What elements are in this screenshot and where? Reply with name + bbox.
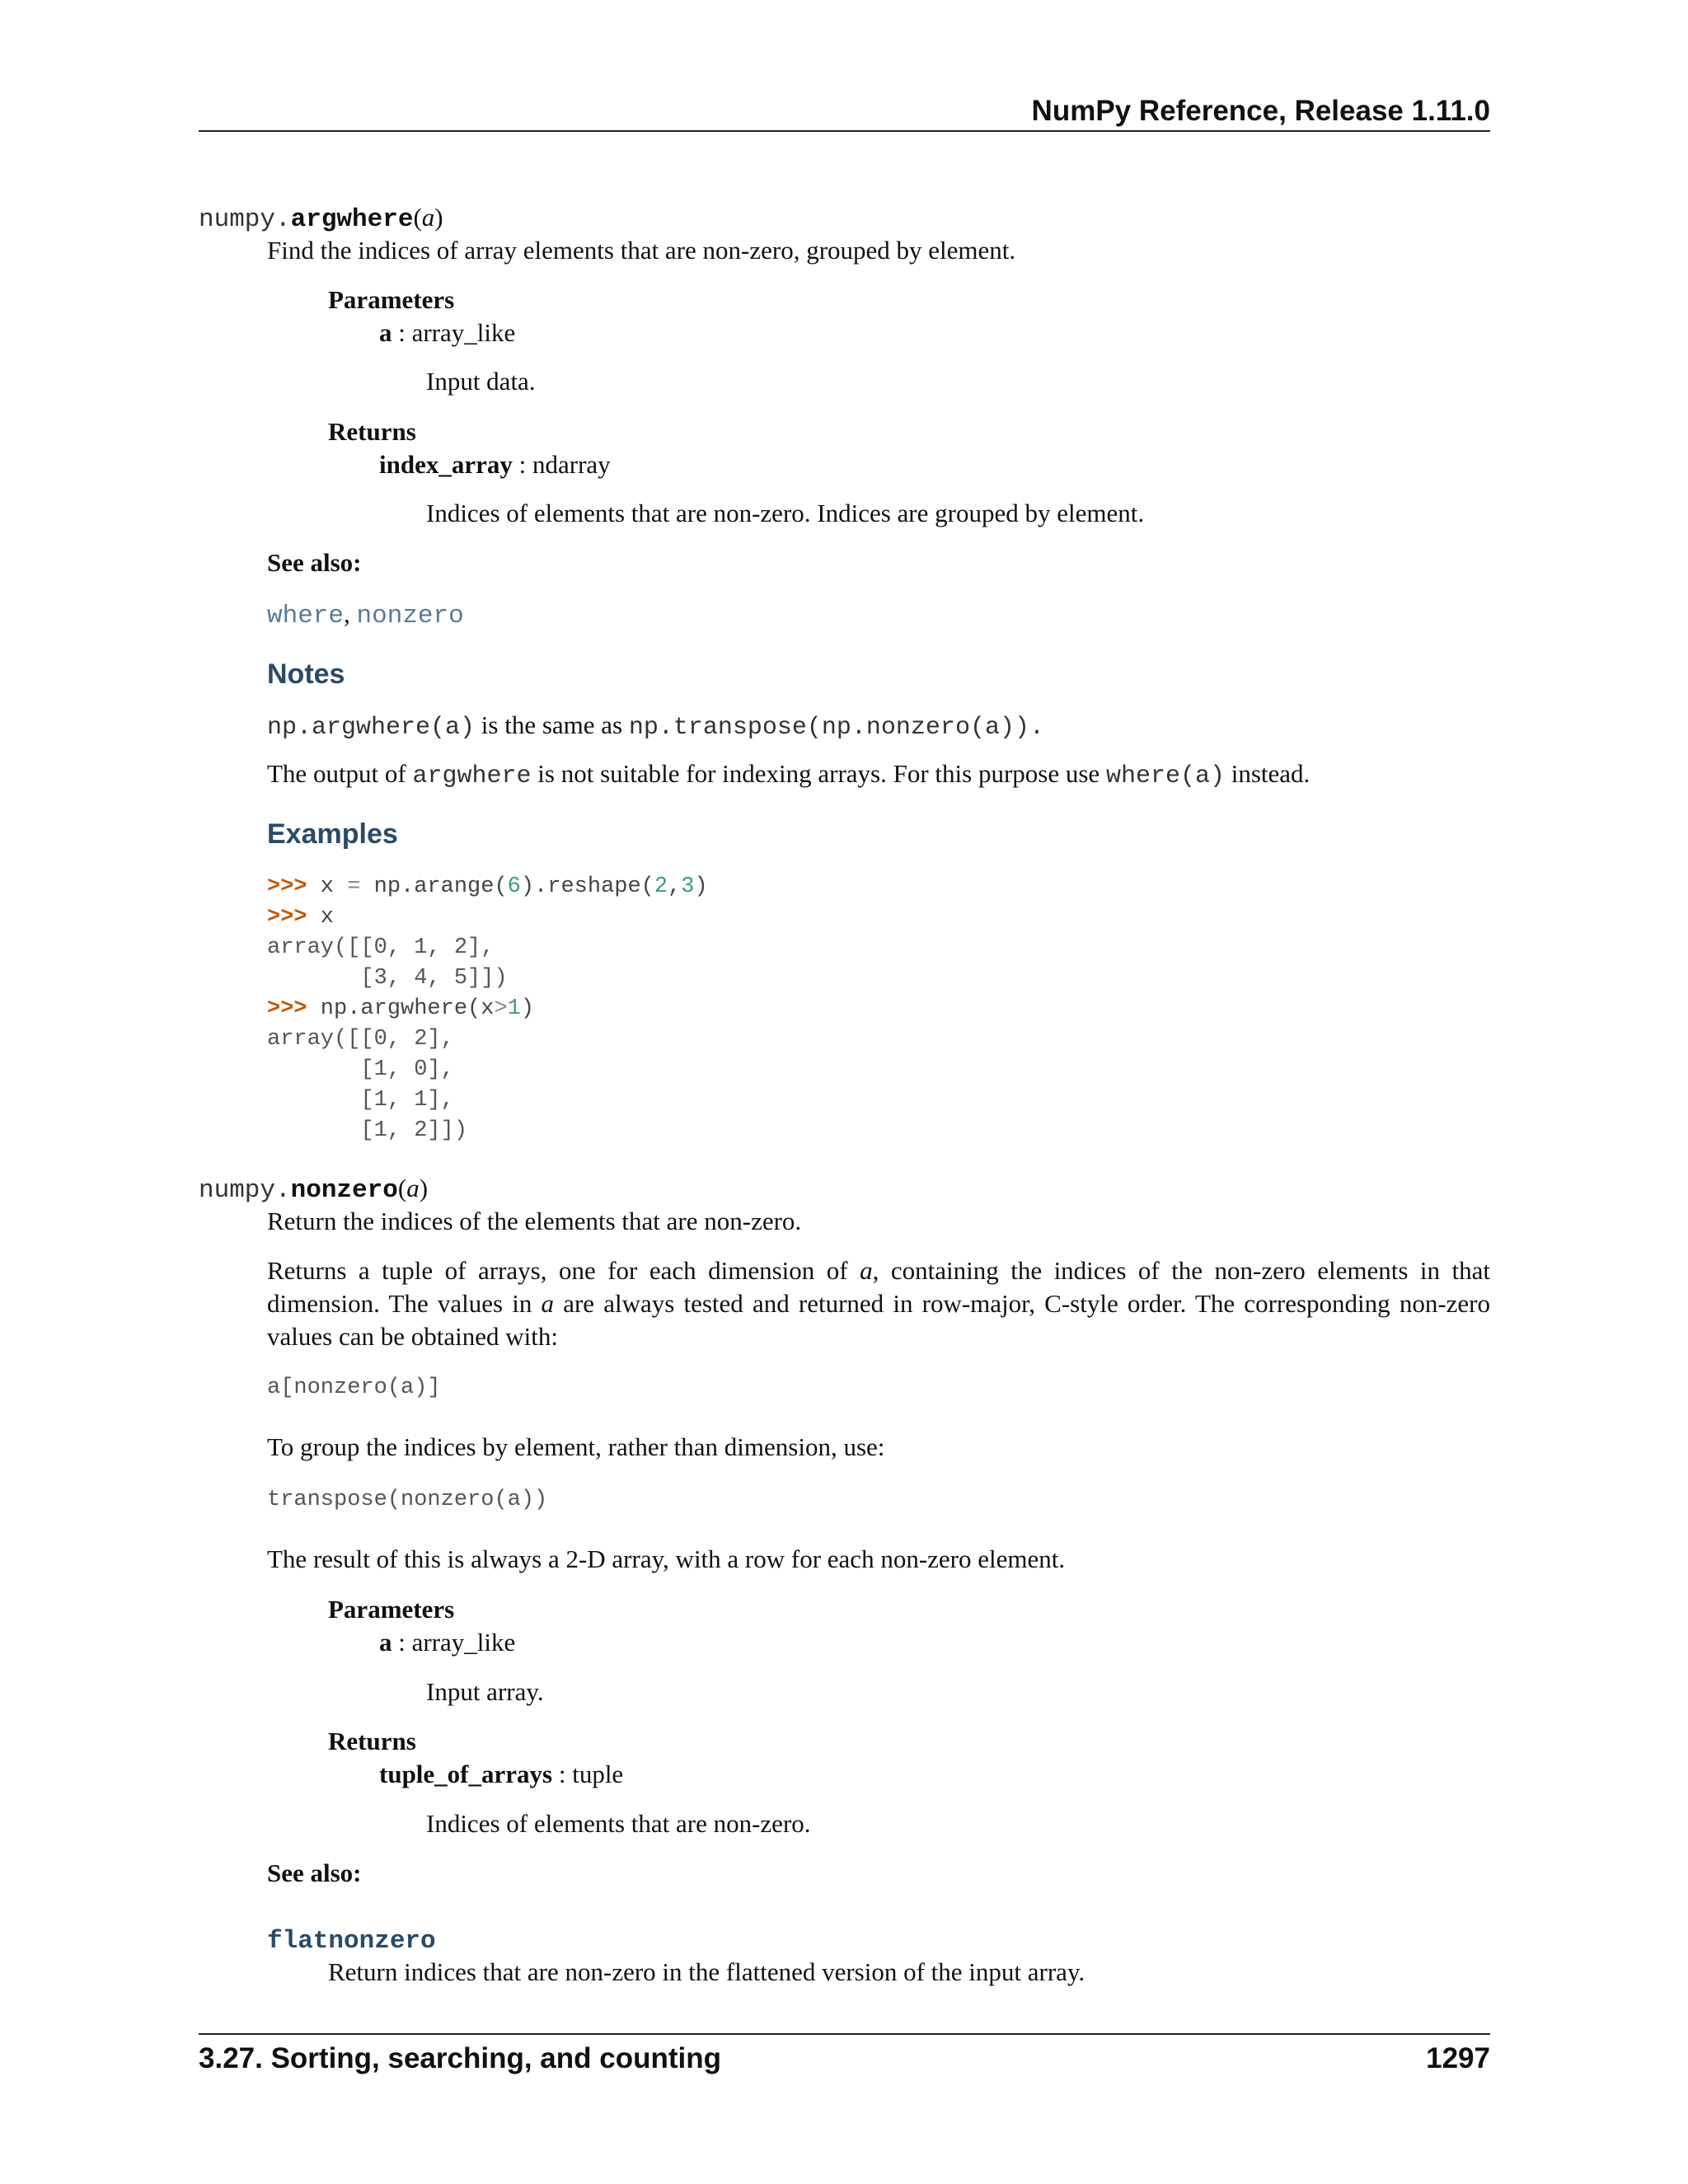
code-operator: > bbox=[494, 996, 508, 1021]
see-also-link-flatnonzero[interactable] bbox=[267, 1923, 436, 1958]
argwhere-param-desc: Input data. bbox=[426, 367, 536, 396]
argwhere-example-code bbox=[267, 872, 708, 1146]
code-operator: = bbox=[347, 874, 361, 899]
code-text: ).reshape( bbox=[520, 874, 654, 899]
code-output: array([[0, 2], bbox=[267, 1027, 454, 1052]
argwhere-see-also-links bbox=[267, 598, 464, 633]
note-code: argwhere bbox=[412, 762, 532, 790]
return-name: tuple_of_arrays bbox=[379, 1760, 553, 1788]
page-header-title: NumPy Reference, Release 1.11.0 bbox=[1031, 95, 1490, 127]
argwhere-signature bbox=[199, 201, 443, 237]
see-also-separator: , bbox=[344, 599, 357, 628]
code-text: np.arange( bbox=[360, 874, 508, 899]
note-text: is not suitable for indexing arrays. For this purpose use bbox=[531, 759, 1106, 788]
note-text: instead. bbox=[1224, 759, 1311, 788]
nonzero-returns-label: Returns bbox=[328, 1727, 416, 1755]
footer-rule bbox=[199, 2033, 1490, 2035]
nonzero-description-paragraph bbox=[267, 1254, 1490, 1353]
notes-heading: Notes bbox=[267, 658, 345, 690]
nonzero-paragraph-3: The result of this is always a 2-D array, with a row for each non-zero element. bbox=[267, 1544, 1066, 1573]
nonzero-paragraph-2: To group the indices by element, rather than dimension, use: bbox=[267, 1432, 885, 1461]
nonzero-signature bbox=[199, 1172, 428, 1207]
sig-arg: a bbox=[421, 203, 435, 232]
code-number: 2 bbox=[654, 874, 668, 899]
note-text: The output of bbox=[267, 759, 413, 788]
code-text: a[nonzero(a)] bbox=[267, 1376, 441, 1400]
code-output: [1, 0], bbox=[267, 1057, 454, 1082]
argwhere-parameters-label: Parameters bbox=[328, 285, 455, 314]
footer-page-number: 1297 bbox=[1426, 2042, 1490, 2074]
code-text: x bbox=[307, 874, 348, 899]
paragraph-text: , containing the indices of the non-zero elements in that dimension. The values in bbox=[267, 1256, 1490, 1318]
code-output: array([[0, 1, 2], bbox=[267, 935, 495, 960]
paragraph-text: Returns a tuple of arrays, one for each dimension of bbox=[267, 1256, 860, 1285]
nonzero-summary: Return the indices of the elements that are non-zero. bbox=[267, 1207, 802, 1235]
param-name: a bbox=[379, 318, 392, 347]
footer-section-title: 3.27. Sorting, searching, and counting bbox=[199, 2042, 721, 2074]
see-also-link-where[interactable]: where bbox=[267, 602, 345, 630]
return-type: : ndarray bbox=[512, 450, 611, 479]
sig-function-name: nonzero bbox=[290, 1176, 398, 1205]
sig-paren-close: ) bbox=[419, 1174, 429, 1202]
argwhere-returns-label: Returns bbox=[328, 417, 416, 446]
code-number: 1 bbox=[507, 996, 521, 1021]
return-type: : tuple bbox=[552, 1760, 624, 1788]
code-text: ) bbox=[520, 996, 535, 1021]
nonzero-param-desc: Input array. bbox=[426, 1677, 544, 1706]
see-also-func-name[interactable]: flatnonzero bbox=[267, 1927, 436, 1956]
argwhere-param bbox=[379, 316, 515, 349]
argwhere-return-desc: Indices of elements that are non-zero. Indices are grouped by element. bbox=[426, 499, 1145, 527]
paragraph-text: are always tested and returned in row-major, C-style order. The corresponding non-zero values can be obtained with: bbox=[267, 1289, 1490, 1351]
code-prompt: >>> bbox=[267, 996, 307, 1021]
param-type: : array_like bbox=[392, 318, 516, 347]
nonzero-parameters-label: Parameters bbox=[328, 1595, 455, 1624]
nonzero-code-block-1 bbox=[267, 1373, 441, 1404]
sig-paren-open: ( bbox=[413, 203, 422, 232]
note-code: np.argwhere(a) bbox=[267, 714, 476, 742]
code-output: [1, 1], bbox=[267, 1088, 454, 1113]
code-prompt: >>> bbox=[267, 874, 307, 899]
code-prompt: >>> bbox=[267, 905, 307, 930]
nonzero-see-also-label: See also: bbox=[267, 1858, 362, 1887]
paragraph-emphasis: a bbox=[860, 1256, 873, 1285]
code-text: , bbox=[668, 874, 682, 899]
sig-paren-open: ( bbox=[397, 1174, 407, 1202]
sig-module: numpy. bbox=[199, 205, 291, 234]
nonzero-param bbox=[379, 1626, 515, 1659]
code-text: np.argwhere(x bbox=[307, 996, 495, 1021]
sig-arg: a bbox=[406, 1174, 420, 1202]
code-text: ) bbox=[694, 874, 708, 899]
see-also-func-desc: Return indices that are non-zero in the flattened version of the input array. bbox=[328, 1957, 1085, 1986]
return-name: index_array bbox=[379, 450, 513, 479]
param-name: a bbox=[379, 1628, 392, 1657]
sig-module: numpy. bbox=[199, 1176, 291, 1205]
argwhere-see-also-label: See also: bbox=[267, 548, 362, 577]
code-text: x bbox=[307, 905, 335, 930]
nonzero-return bbox=[379, 1758, 623, 1791]
see-also-link-nonzero[interactable]: nonzero bbox=[356, 602, 464, 630]
code-number: 3 bbox=[681, 874, 695, 899]
examples-heading: Examples bbox=[267, 818, 398, 850]
code-output: [3, 4, 5]]) bbox=[267, 966, 508, 991]
notes-line-1 bbox=[267, 709, 1044, 744]
note-text: is the same as bbox=[475, 710, 629, 739]
code-text: transpose(nonzero(a)) bbox=[267, 1488, 548, 1512]
sig-paren-close: ) bbox=[434, 203, 443, 232]
param-type: : array_like bbox=[392, 1628, 516, 1657]
paragraph-emphasis: a bbox=[541, 1289, 555, 1318]
argwhere-summary: Find the indices of array elements that are non-zero, grouped by element. bbox=[267, 236, 1016, 265]
header-rule bbox=[199, 130, 1490, 132]
notes-line-2 bbox=[267, 757, 1310, 793]
note-code: np.transpose(np.nonzero(a)). bbox=[628, 714, 1044, 742]
sig-function-name: argwhere bbox=[290, 205, 414, 234]
note-code: where(a) bbox=[1105, 762, 1225, 790]
nonzero-return-desc: Indices of elements that are non-zero. bbox=[426, 1809, 811, 1838]
code-number: 6 bbox=[507, 874, 521, 899]
nonzero-code-block-2 bbox=[267, 1485, 547, 1516]
argwhere-return bbox=[379, 448, 611, 481]
code-output: [1, 2]]) bbox=[267, 1118, 468, 1143]
